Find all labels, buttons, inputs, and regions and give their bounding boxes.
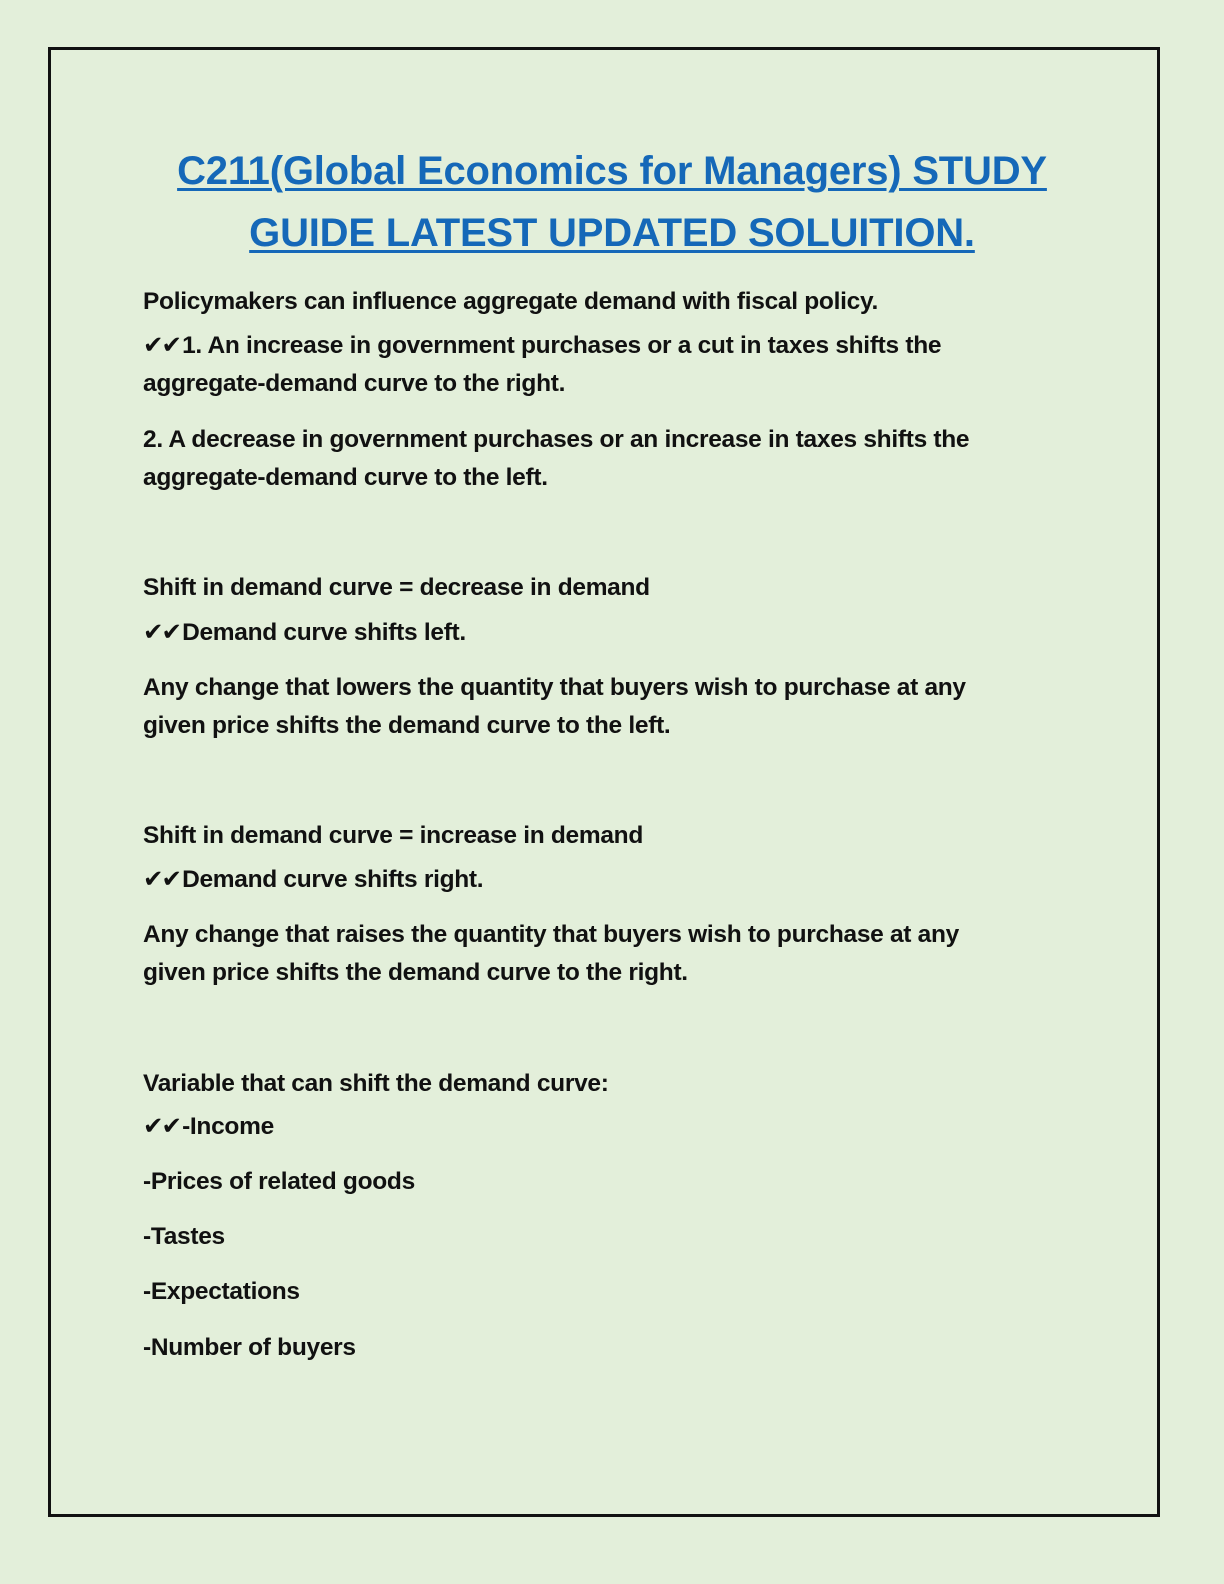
decrease-demand-explain-line-1: Any change that lowers the quantity that buyers wish to purchase at any — [143, 674, 966, 701]
fiscal-policy-intro: Policymakers can influence aggregate demand with fiscal policy. — [143, 288, 878, 315]
fiscal-item-1-text: 1. An increase in government purchases or a cut in taxes shifts the — [182, 332, 942, 359]
double-check-icon: ✔✔ — [143, 864, 181, 893]
double-check-icon: ✔✔ — [143, 330, 181, 359]
list-item-text: -Income — [182, 1113, 274, 1140]
title-line-2: GUIDE LATEST UPDATED SOLUITION. — [249, 211, 975, 255]
increase-demand-explain-line-2: given price shifts the demand curve to the right. — [143, 959, 688, 986]
increase-demand-explain-line-1: Any change that raises the quantity that buyers wish to purchase at any — [143, 921, 959, 948]
decrease-demand-heading: Shift in demand curve = decrease in demand — [143, 574, 650, 601]
fiscal-item-1-line-1 — [143, 330, 941, 361]
title-line-1: C211(Global Economics for Managers) STUDY — [177, 149, 1047, 193]
fiscal-item-2-line-1: 2. A decrease in government purchases or an increase in taxes shifts the — [143, 426, 970, 453]
document-title — [100, 140, 1124, 264]
double-check-icon: ✔✔ — [143, 617, 181, 646]
list-item: -Number of buyers — [143, 1334, 356, 1361]
demand-variables-heading: Variable that can shift the demand curve: — [143, 1070, 609, 1097]
list-item: -Prices of related goods — [143, 1168, 415, 1195]
increase-demand-answer — [143, 864, 483, 895]
increase-demand-heading: Shift in demand curve = increase in demand — [143, 822, 644, 849]
decrease-demand-answer-text: Demand curve shifts left. — [182, 619, 466, 646]
fiscal-item-1-line-2: aggregate-demand curve to the right. — [143, 370, 566, 397]
double-check-icon: ✔✔ — [143, 1111, 181, 1140]
list-item: -Tastes — [143, 1223, 225, 1250]
decrease-demand-answer — [143, 617, 466, 648]
increase-demand-answer-text: Demand curve shifts right. — [182, 866, 484, 893]
fiscal-item-2-line-2: aggregate-demand curve to the left. — [143, 464, 548, 491]
list-item: -Expectations — [143, 1278, 300, 1305]
decrease-demand-explain-line-2: given price shifts the demand curve to the left. — [143, 712, 671, 739]
list-item — [143, 1111, 274, 1142]
